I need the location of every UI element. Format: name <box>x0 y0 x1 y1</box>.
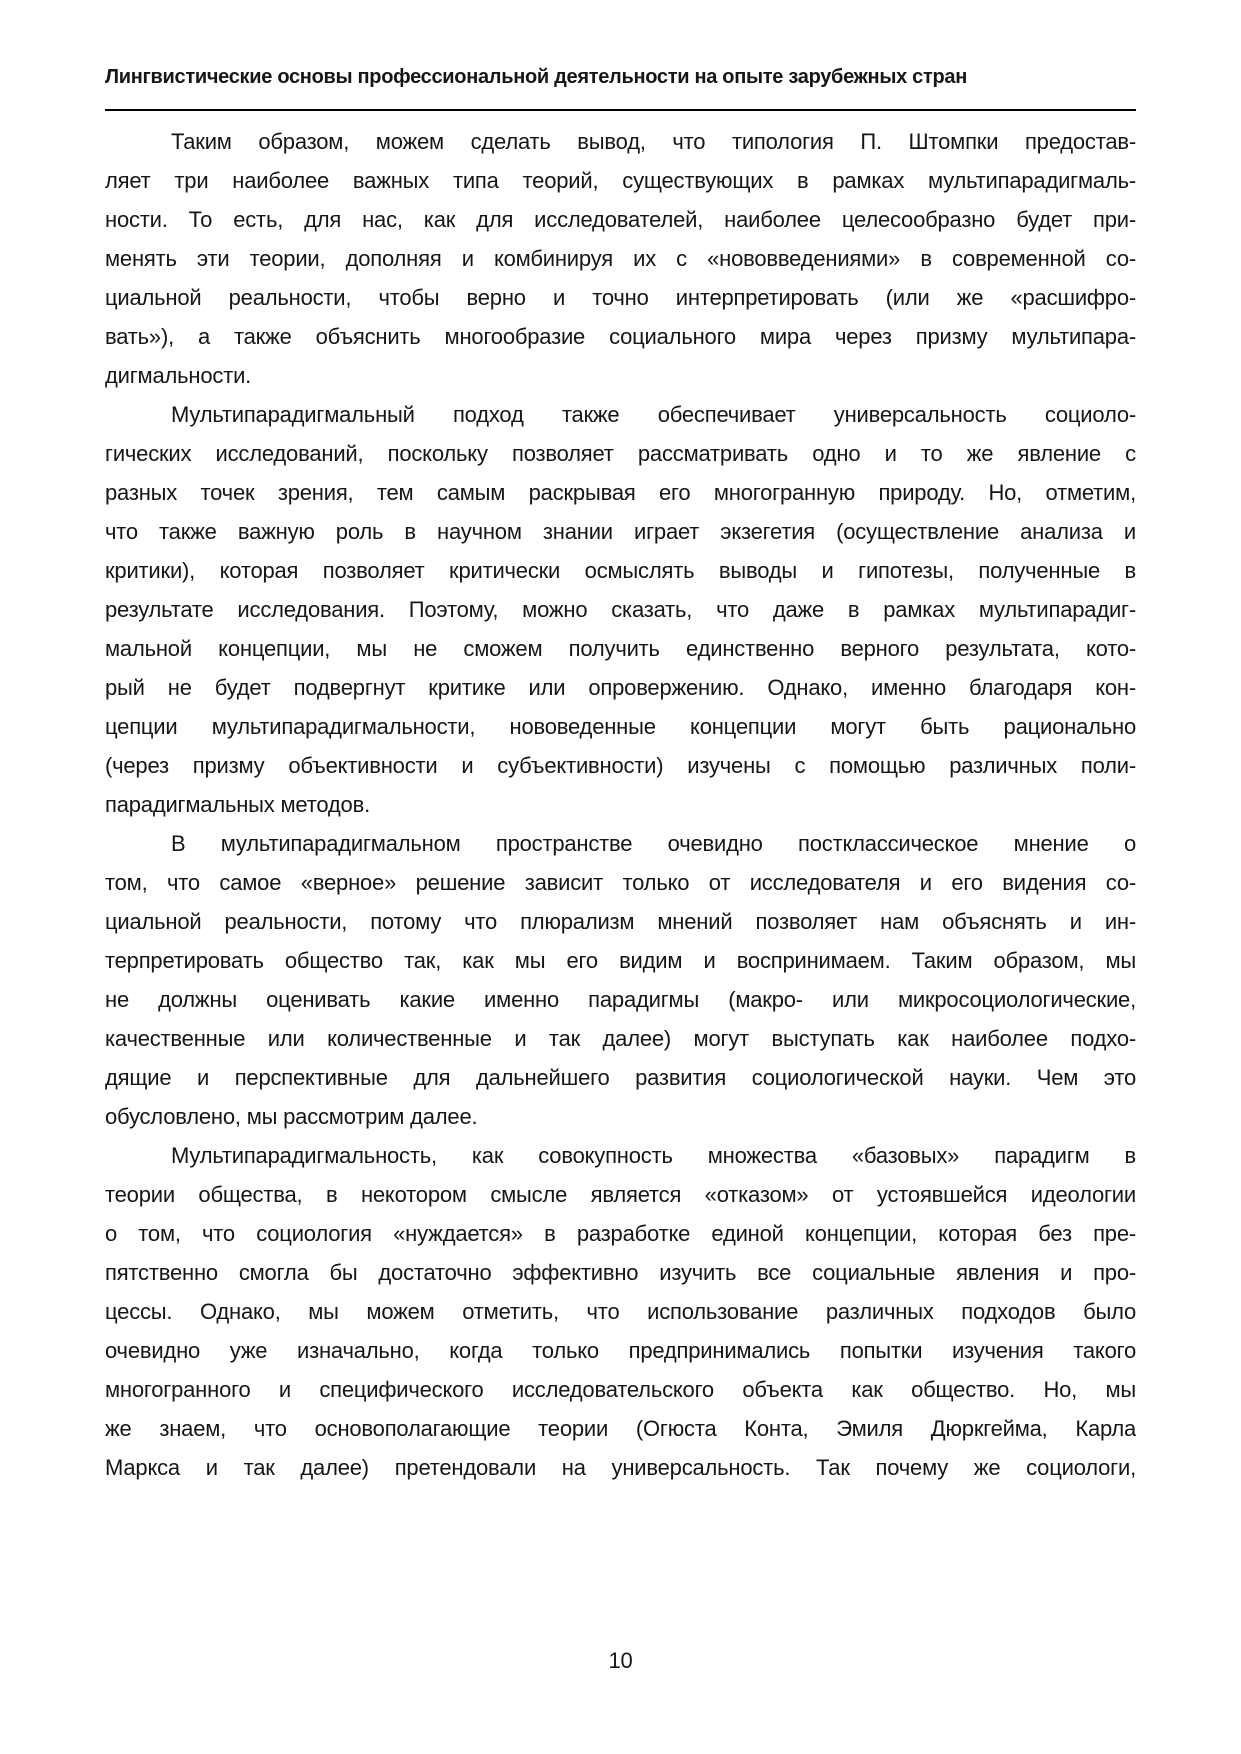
page-body <box>105 122 1136 1487</box>
header-rule <box>105 109 1136 111</box>
running-header: Лингвистические основы профессиональной деятельности на опыте зарубежных стран <box>105 66 968 88</box>
text-line: гических исследований, поскольку позволяет рассматривать одно и то же явление с <box>105 441 1136 466</box>
text-line: Маркса и так далее) претендовали на универсальность. Так почему же социологи, <box>105 1455 1136 1480</box>
paragraph <box>105 824 1136 1136</box>
text-line: результате исследования. Поэтому, можно сказать, что даже в рамках мультипарадиг- <box>105 597 1136 622</box>
text-line: Таким образом, можем сделать вывод, что типология П. Штомпки предостав- <box>171 129 1136 154</box>
text-line: вать»), а также объяснить многообразие социального мира через призму мультипара- <box>105 324 1136 349</box>
text-line: качественные или количественные и так далее) могут выступать как наиболее подхо- <box>105 1026 1136 1051</box>
text-line: цепции мультипарадигмальности, нововеденные концепции могут быть рационально <box>105 714 1136 739</box>
text-line: обусловлено, мы рассмотрим далее. <box>105 1104 478 1129</box>
text-line: рый не будет подвергнут критике или опровержению. Однако, именно благодаря кон- <box>105 675 1136 700</box>
text-line: же знаем, что основополагающие теории (Огюста Конта, Эмиля Дюркгейма, Карла <box>105 1416 1136 1441</box>
paragraph <box>105 122 1136 395</box>
text-line: ляет три наиболее важных типа теорий, существующих в рамках мультипарадигмаль- <box>105 168 1136 193</box>
text-line: том, что самое «верное» решение зависит только от исследователя и его видения со- <box>105 870 1136 895</box>
text-line: парадигмальных методов. <box>105 792 370 817</box>
text-line: дигмальности. <box>105 363 252 388</box>
text-line: В мультипарадигмальном пространстве очевидно постклассическое мнение о <box>171 831 1136 856</box>
text-line: что также важную роль в научном знании играет экзегетия (осуществление анализа и <box>105 519 1136 544</box>
text-line: не должны оценивать какие именно парадигмы (макро- или микросоциологические, <box>105 987 1136 1012</box>
text-line: (через призму объективности и субъективности) изучены с помощью различных поли- <box>105 753 1136 778</box>
text-line: многогранного и специфического исследовательского объекта как общество. Но, мы <box>105 1377 1136 1402</box>
text-line: о том, что социология «нуждается» в разработке единой концепции, которая без пре- <box>105 1221 1136 1246</box>
text-line: цессы. Однако, мы можем отметить, что использование различных подходов было <box>105 1299 1136 1324</box>
page-number: 10 <box>608 1648 633 1673</box>
text-line: критики), которая позволяет критически осмыслять выводы и гипотезы, полученные в <box>105 558 1136 583</box>
text-line: терпретировать общество так, как мы его видим и воспринимаем. Таким образом, мы <box>105 948 1136 973</box>
text-line: мальной концепции, мы не сможем получить единственно верного результата, кото- <box>105 636 1136 661</box>
text-line: дящие и перспективные для дальнейшего развития социологической науки. Чем это <box>105 1065 1136 1090</box>
text-line: пятственно смогла бы достаточно эффективно изучить все социальные явления и про- <box>105 1260 1136 1285</box>
text-line: разных точек зрения, тем самым раскрывая его многогранную природу. Но, отметим, <box>105 480 1136 505</box>
paragraph <box>105 1136 1136 1487</box>
text-line: циальной реальности, чтобы верно и точно интерпретировать (или же «расшифро- <box>105 285 1136 310</box>
paragraph <box>105 395 1136 824</box>
text-line: ности. То есть, для нас, как для исследователей, наиболее целесообразно будет при- <box>105 207 1136 232</box>
text-line: очевидно уже изначально, когда только предпринимались попытки изучения такого <box>105 1338 1136 1363</box>
text-line: Мультипарадигмальность, как совокупность множества «базовых» парадигм в <box>171 1143 1136 1168</box>
text-line: Мультипарадигмальный подход также обеспечивает универсальность социоло- <box>171 402 1136 427</box>
text-line: циальной реальности, потому что плюрализм мнений позволяет нам объяснять и ин- <box>105 909 1136 934</box>
text-line: менять эти теории, дополняя и комбинируя их с «нововведениями» в современной со- <box>105 246 1136 271</box>
text-line: теории общества, в некотором смысле является «отказом» от устоявшейся идеологии <box>105 1182 1136 1207</box>
